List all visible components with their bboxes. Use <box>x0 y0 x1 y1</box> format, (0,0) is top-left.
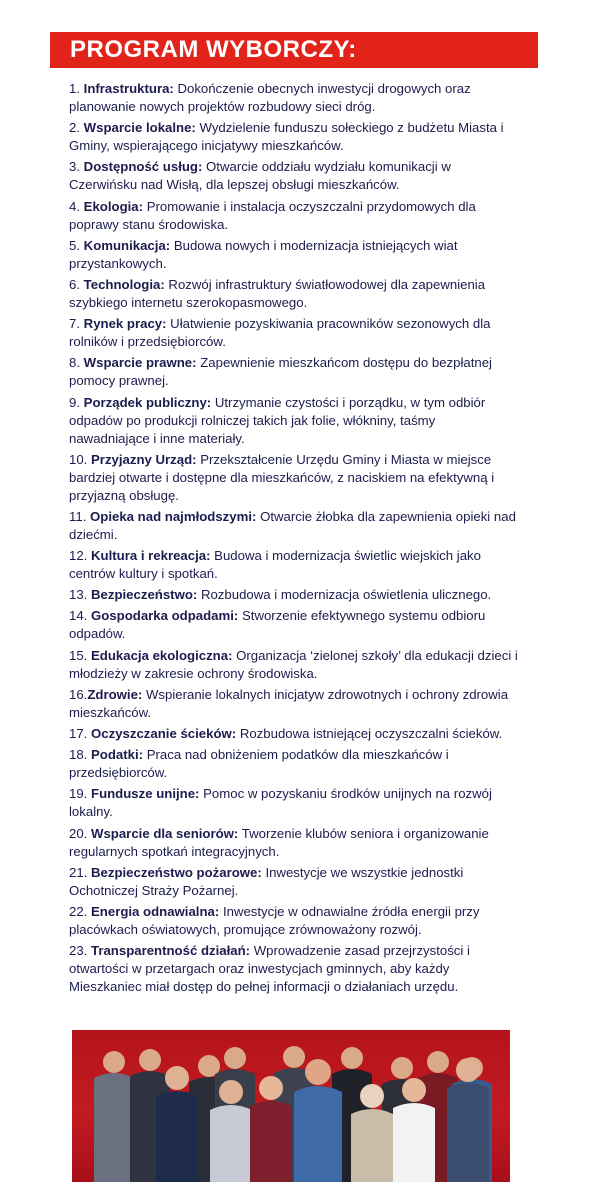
item-text: Inwestycje we wszystkie jednostki Ochotniczej Straży Pożarnej. <box>69 864 464 898</box>
group-photo <box>72 1030 510 1182</box>
program-item <box>69 158 519 194</box>
item-title: Przyjazny Urząd: <box>91 451 197 467</box>
item-number: 4. <box>69 198 80 214</box>
item-number: 16. <box>69 686 88 702</box>
item-text: Dokończenie obecnych inwestycji drogowych oraz planowanie nowych projektów rozbudowy sieci dróg. <box>69 81 471 114</box>
page-title: PROGRAM WYBORCZY: <box>70 36 357 63</box>
item-number: 12. <box>69 548 88 564</box>
item-text: Tworzenie klubów seniora i organizowanie regularnych spotkań integracyjnych. <box>69 825 489 859</box>
item-text: Rozwój infrastruktury światłowodowej dla zapewnienia szybkiego internetu szerokopasmowego. <box>69 276 486 310</box>
item-number: 23. <box>69 943 88 959</box>
item-text: Ułatwienie pozyskiwania pracowników sezonowych dla rolników i przedsiębiorców. <box>69 316 491 350</box>
item-number: 6. <box>69 276 80 292</box>
item-title: Infrastruktura: <box>83 81 174 96</box>
item-title: Gospodarka odpadami: <box>91 608 239 624</box>
item-text: Wydzielenie funduszu sołeckiego z budżetu Miasta i Gminy, wspierającego inicjatywy mieszkańców. <box>69 120 504 154</box>
item-text: Wspieranie lokalnych inicjatyw zdrowotnych i ochrony zdrowia mieszkańców. <box>69 686 509 720</box>
item-title: Porządek publiczny: <box>83 394 212 410</box>
item-text: Rozbudowa i modernizacja oświetlenia ulicznego. <box>200 587 492 603</box>
program-item <box>69 586 519 604</box>
program-item <box>69 198 519 234</box>
program-item <box>69 237 519 273</box>
item-number: 10. <box>69 451 88 467</box>
program-item <box>69 547 519 583</box>
item-title: Bezpieczeństwo: <box>91 587 198 603</box>
item-title: Bezpieczeństwo pożarowe: <box>91 864 262 880</box>
item-text: Utrzymanie czystości i porządku, w tym odbiór odpadów po produkcji rolniczej takich jak folie, włókniny, taśmy nawadniające i inne materiały. <box>69 394 486 446</box>
item-text: Praca nad obniżeniem podatków dla mieszkańców i przedsiębiorców. <box>69 747 449 781</box>
item-text: Inwestycje w odnawialne źródła energii przy placówkach oświatowych, promujące zrównoważony rozwój. <box>69 903 480 937</box>
item-text: Stworzenie efektywnego systemu odbioru odpadów. <box>69 608 486 642</box>
item-title: Technologia: <box>83 276 165 292</box>
program-item <box>69 686 519 722</box>
item-number: 20. <box>69 825 88 841</box>
item-number: 21. <box>69 864 88 880</box>
item-text: Zapewnienie mieszkańcom dostępu do bezpłatnej pomocy prawnej. <box>69 355 492 389</box>
item-number: 22. <box>69 903 88 919</box>
item-text: Otwarcie żłobka dla zapewnienia opieki nad dziećmi. <box>69 508 516 542</box>
program-item <box>69 785 519 821</box>
item-text: Przekształcenie Urzędu Gminy i Miasta w miejsce bardziej otwarte i dostępne dla mieszkańców, z naciskiem na efektywną i przyjazną obsługę. <box>69 451 495 503</box>
item-number: 2. <box>69 120 80 136</box>
item-title: Oczyszczanie ścieków: <box>91 726 237 741</box>
item-title: Dostępność usług: <box>83 159 203 175</box>
item-text: Wprowadzenie zasad przejrzystości i otwartości w przetargach oraz inwestycjach gminnych, aby każdy Mieszkaniec miał dostęp do pełnej informacji o działaniach urzędu. <box>69 943 470 995</box>
item-number: 7. <box>69 316 80 332</box>
program-item <box>69 315 519 351</box>
item-number: 19. <box>69 786 88 802</box>
item-text: Organizacja ‘zielonej szkoły’ dla edukacji dzieci i młodzieży w zakresie ochrony środowiska. <box>69 647 518 681</box>
program-item <box>69 607 519 643</box>
program-item <box>69 903 519 939</box>
program-item <box>69 746 519 782</box>
program-item <box>69 394 519 448</box>
item-number: 14. <box>69 608 88 624</box>
program-item <box>69 725 519 743</box>
item-title: Edukacja ekologiczna: <box>91 647 233 663</box>
item-title: Wsparcie prawne: <box>83 355 197 371</box>
program-item <box>69 276 519 312</box>
item-title: Energia odnawialna: <box>91 903 220 919</box>
item-number: 18. <box>69 747 88 763</box>
item-title: Ekologia: <box>83 198 144 214</box>
item-title: Komunikacja: <box>83 237 171 253</box>
program-item <box>69 942 519 996</box>
item-title: Fundusze unijne: <box>91 786 200 802</box>
program-item <box>69 647 519 683</box>
program-item <box>69 354 519 390</box>
item-text: Pomoc w pozyskaniu środków unijnych na rozwój lokalny. <box>69 786 492 820</box>
program-item <box>69 508 519 544</box>
program-item <box>69 80 519 116</box>
item-number: 3. <box>69 159 80 175</box>
item-number: 17. <box>69 726 88 741</box>
item-title: Rynek pracy: <box>83 316 167 332</box>
item-text: Budowa nowych i modernizacja istniejących wiat przystankowych. <box>69 237 458 271</box>
item-number: 13. <box>69 587 88 603</box>
item-title: Transparentność działań: <box>91 943 251 959</box>
program-item <box>69 864 519 900</box>
item-number: 5. <box>69 237 80 253</box>
program-list <box>69 80 519 999</box>
item-title: Wsparcie dla seniorów: <box>91 825 239 841</box>
item-title: Podatki: <box>91 747 144 763</box>
title-banner <box>50 32 538 68</box>
item-number: 9. <box>69 394 80 410</box>
program-item <box>69 119 519 155</box>
item-text: Rozbudowa istniejącej oczyszczalni ścieków. <box>239 726 503 741</box>
item-text: Budowa i modernizacja świetlic wiejskich jako centrów kultury i spotkań. <box>69 548 481 582</box>
item-title: Zdrowie: <box>87 686 143 702</box>
item-title: Kultura i rekreacja: <box>91 548 211 564</box>
group-photo-illustration <box>72 1030 510 1182</box>
item-number: 11. <box>69 508 87 524</box>
program-item <box>69 825 519 861</box>
item-text: Promowanie i instalacja oczyszczalni przydomowych dla poprawy stanu środowiska. <box>69 198 476 232</box>
item-title: Wsparcie lokalne: <box>83 120 196 136</box>
item-text: Otwarcie oddziału wydziału komunikacji w Czerwińsku nad Wisłą, dla lepszej obsługi mieszkańców. <box>69 159 451 193</box>
item-number: 1. <box>69 81 80 96</box>
item-number: 15. <box>69 647 88 663</box>
item-title: Opieka nad najmłodszymi: <box>90 508 257 524</box>
program-item <box>69 451 519 505</box>
item-number: 8. <box>69 355 80 371</box>
